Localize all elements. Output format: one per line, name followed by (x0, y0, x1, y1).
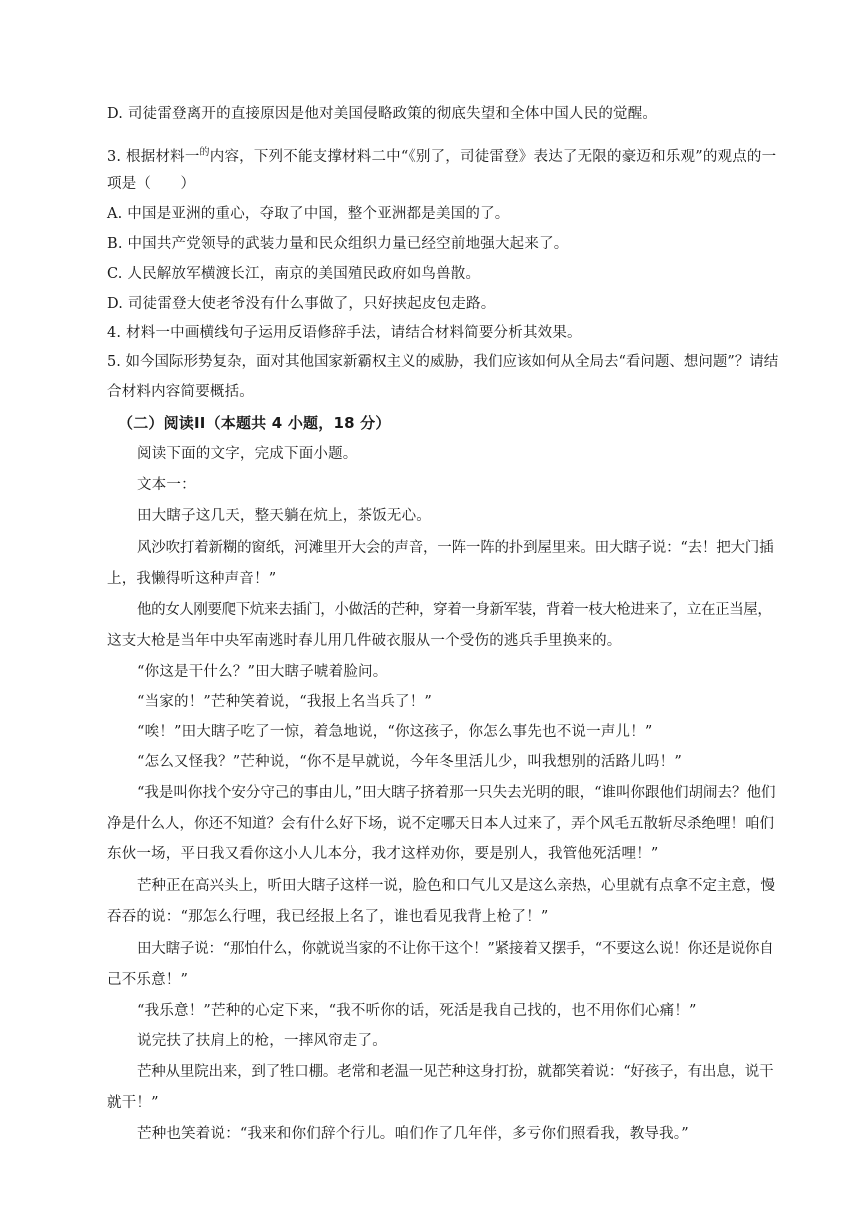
question-3-prefix: 3. 根据材料一 (107, 149, 200, 165)
option-d: D. 司徒雷登大使老爷没有什么事做了，只好挟起皮包走路。 (107, 296, 496, 312)
paragraph-3-line-1: 他的女人刚要爬下炕来去插门，小做活的芒种，穿着一身新军装，背着一枝大枪进来了，立在正当屋， (137, 602, 772, 618)
option-a: A. 中国是亚洲的重心，夺取了中国，整个亚洲都是美国的了。 (107, 206, 510, 222)
dialogue-2: “当家的！”芒种笑着说，“我报上名当兵了！” (137, 694, 433, 710)
dialogue-4: “怎么又怪我？”芒种说，“你不是早就说，今年冬里活儿少，叫我想别的活路儿吗！” (137, 754, 682, 770)
question-5-line-2: 合材料内容简要概括。 (107, 384, 254, 400)
paragraph-1: 田大瞎子这几天，整天躺在炕上，茶饭无心。 (137, 508, 431, 524)
paragraph-5-line-1: 芒种正在高兴头上，听田大瞎子这样一说，脸色和口气儿又是这么亲热，心里就有点拿不定主意，慢 (137, 878, 775, 894)
text-one-label: 文本一： (137, 477, 196, 493)
paragraph-7: “我乐意！”芒种的心定下来，“我不听你的话，死活是我自己找的，也不用你们心痛！” (137, 1003, 697, 1019)
paragraph-6-line-1: 田大瞎子说：“那怕什么，你就说当家的不让你干这个！”紧接着又摆手，“不要这么说！你还是说你自 (137, 941, 774, 957)
paragraph-10: 芒种也笑着说：“我来和你们辞个行儿。咱们作了几年伴，多亏你们照看我，教导我。” (137, 1126, 689, 1142)
paragraph-4-line-3: 东伙一场，平日我又看你这小人儿本分，我才这样劝你，要是别人，我管他死活哩！” (107, 846, 659, 862)
option-b: B. 中国共产党领导的武装力量和民众组织力量已经空前地强大起来了。 (107, 236, 569, 252)
paragraph-9-line-2: 就干！” (107, 1095, 159, 1111)
question-4: 4. 材料一中画横线句子运用反语修辞手法，请结合材料简要分析其效果。 (107, 325, 582, 341)
dialogue-1: “你这是干什么？”田大瞎子唬着脸问。 (137, 664, 388, 680)
paragraph-4-line-1: “我是叫你找个安分守己的事由儿，”田大瞎子挤着那一只失去光明的眼，“谁叫你跟他们胡闹去？他们 (137, 785, 776, 801)
question-3-line-1 (107, 143, 776, 167)
question-5-line-1: 5. 如今国际形势复杂，面对其他国家新霸权主义的威胁，我们应该如何从全局去“看问题、想问题”？请结 (107, 354, 779, 370)
paragraph-6-line-2: 己不乐意！” (107, 972, 189, 988)
question-3-line-2: 项是（ ） (107, 176, 196, 192)
dialogue-3: “唉！”田大瞎子吃了一惊，着急地说，“你这孩子，你怎么事先也不说一声儿！” (137, 724, 653, 740)
option-d-q2: D. 司徒雷登离开的直接原因是他对美国侵略政策的彻底失望和全体中国人民的觉醒。 (107, 106, 658, 122)
paragraph-2-line-1: 风沙吹打着新糊的窗纸，河滩里开大会的声音，一阵一阵的扑到屋里来。田大瞎子说：“去！把大门插 (137, 540, 774, 556)
paragraph-9-line-1: 芒种从里院出来，到了牲口棚。老常和老温一见芒种这身打扮，就都笑着说：“好孩子，有出息，说干 (137, 1064, 774, 1080)
paragraph-8: 说完扶了扶肩上的枪，一摔风帘走了。 (137, 1033, 387, 1049)
paragraph-4-line-2: 净是什么人，你还不知道？会有什么好下场，说不定哪天日本人过来了，弄个风毛五散斩尽杀绝哩！咱们 (107, 816, 774, 832)
instruction: 阅读下面的文字，完成下面小题。 (137, 446, 358, 462)
question-3-text: 内容，下列不能支撑材料二中“《别了，司徒雷登》表达了无限的豪迈和乐观”的观点的一 (209, 149, 777, 165)
paragraph-5-line-2: 吞吞的说：“那怎么行哩，我已经报上名了，谁也看见我背上枪了！” (107, 909, 549, 925)
paragraph-2-line-2: 上，我懒得听这种声音！” (107, 571, 277, 587)
paragraph-3-line-2: 这支大枪是当年中央军南逃时春儿用几件破衣服从一个受伤的逃兵手里换来的。 (107, 633, 622, 649)
option-c: C. 人民解放军横渡长江，南京的美国殖民政府如鸟兽散。 (107, 266, 481, 282)
section-heading: （二）阅读II（本题共 4 小题，18 分） (118, 414, 391, 432)
superscript-de: 的 (199, 147, 210, 158)
